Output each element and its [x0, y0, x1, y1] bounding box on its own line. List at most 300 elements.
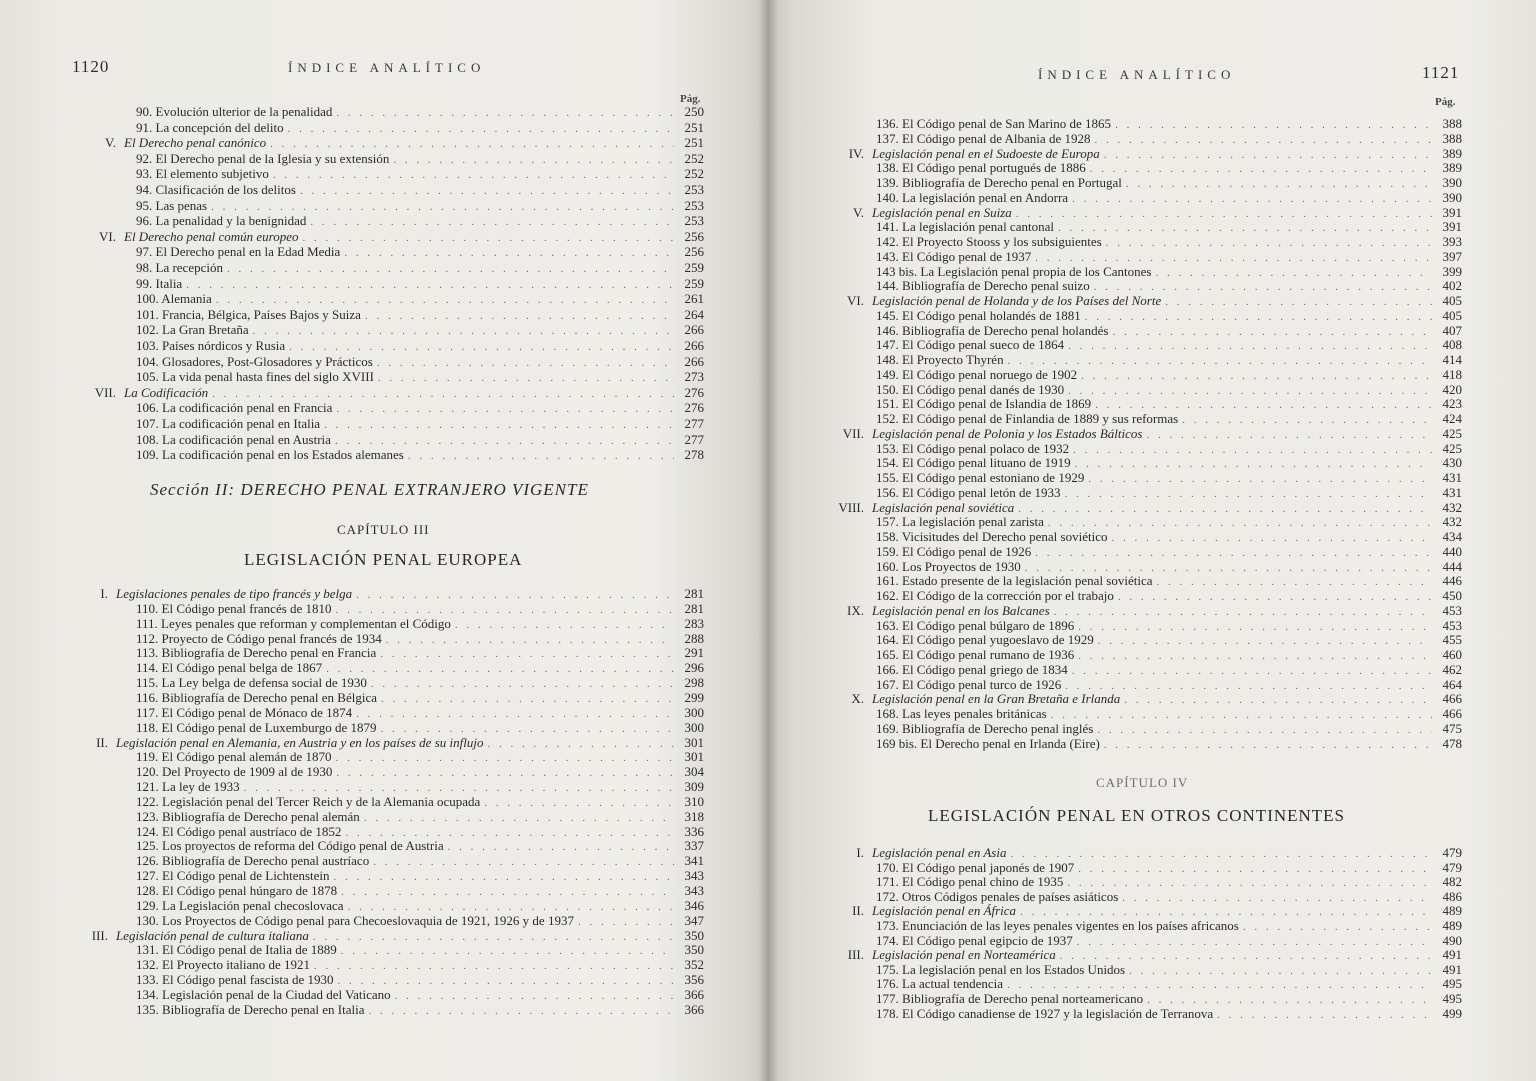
page-ref: 356: [684, 972, 704, 988]
toc-entry: [136, 883, 704, 898]
entry-title: 91. La concepción del delito: [136, 119, 284, 135]
entry-title: Legislación penal en Suiza: [872, 204, 1012, 220]
section-number: VI.: [99, 228, 116, 244]
toc-section-entry: [872, 603, 1462, 618]
page-ref: 253: [684, 197, 704, 213]
toc-entry: [876, 367, 1462, 382]
page-ref: 352: [684, 957, 704, 973]
toc-entry: [136, 198, 704, 213]
page-ref: 418: [1442, 366, 1462, 382]
toc-section-entry: [872, 845, 1462, 860]
section-number: V.: [853, 204, 864, 220]
chapter-label: CAPÍTULO IV: [1096, 775, 1189, 790]
entry-title: 172. Otros Códigos penales de países asiáticos: [876, 888, 1119, 904]
toc-section-entry: [124, 385, 704, 400]
entry-title: 117. El Código penal de Mónaco de 1874: [136, 704, 353, 720]
page-ref: 399: [1442, 263, 1462, 279]
toc-entry: [876, 308, 1462, 323]
page-ref: 281: [684, 600, 704, 616]
page-ref: 337: [684, 838, 704, 854]
entry-title: 141. La legislación penal cantonal: [876, 219, 1054, 235]
toc-section-entry: [116, 735, 704, 750]
chapter-title: LEGISLACIÓN PENAL EUROPEA: [244, 550, 523, 569]
entry-title: 143 bis. La Legislación penal propia de los Cantones: [876, 263, 1152, 279]
toc-entry: [136, 166, 704, 181]
toc-entry: [876, 559, 1462, 574]
toc-entry: [136, 244, 704, 259]
entry-title: 168. Las leyes penales británicas: [876, 706, 1047, 721]
toc-entry: [136, 104, 704, 119]
entry-title: 110. El Código penal francés de 1810: [136, 600, 332, 616]
entry-title: 149. El Código penal noruego de 1902: [876, 366, 1078, 382]
page-ref: 283: [684, 615, 704, 631]
entry-title: 165. El Código penal rumano de 1936: [876, 647, 1075, 662]
page-number: 1120: [72, 57, 110, 76]
entry-title: 132. El Proyecto italiano de 1921: [136, 957, 311, 973]
page-ref: 343: [684, 883, 704, 898]
toc-entry: [136, 322, 704, 337]
entry-title: 147. El Código penal sueco de 1864: [876, 337, 1065, 353]
page-ref: 252: [684, 166, 704, 182]
toc-entry: [136, 616, 704, 631]
page-ref: 288: [684, 630, 704, 646]
page-ref: 389: [1442, 145, 1462, 161]
toc-entry: [876, 1006, 1462, 1021]
page-ref: 276: [684, 384, 704, 400]
page-ref: 432: [1442, 514, 1462, 530]
toc-entry: [136, 213, 704, 228]
page-ref: 391: [1442, 219, 1462, 235]
entry-title: 161. Estado presente de la legislación penal soviética: [876, 573, 1153, 589]
page-ref: 486: [1442, 888, 1462, 904]
toc-section-entry: [872, 903, 1462, 918]
toc-entry: [136, 291, 704, 306]
entry-title: 166. El Código penal griego de 1834: [876, 661, 1068, 677]
toc-entry: [136, 720, 704, 735]
pag-label: Pág.: [680, 93, 701, 105]
toc-entry: [136, 601, 704, 616]
entry-title: 148. El Proyecto Thyrén: [876, 352, 1004, 367]
toc-entry: [876, 249, 1462, 264]
toc-entry: [876, 190, 1462, 205]
page-ref: 346: [684, 897, 704, 913]
page-ref: 350: [684, 927, 704, 943]
page-ref: 291: [684, 645, 704, 661]
chapter-title: LEGISLACIÓN PENAL EN OTROS CONTINENTES: [928, 806, 1346, 825]
entry-title: 133. El Código penal fascista de 1930: [136, 972, 334, 988]
toc-entry: [136, 853, 704, 868]
running-head: ÍNDICE ANALÍTICO: [1038, 67, 1236, 82]
page-ref: 350: [684, 942, 704, 958]
entry-title: 176. La actual tendencia: [876, 976, 1004, 992]
pag-label: Pág.: [1435, 96, 1456, 108]
toc-entry: [876, 721, 1462, 736]
entry-title: 167. El Código penal turco de 1926: [876, 676, 1062, 692]
toc-entry: [876, 396, 1462, 411]
entry-title: 114. El Código penal belga de 1867: [136, 660, 323, 676]
entry-title: 102. La Gran Bretaña: [136, 322, 249, 338]
entry-title: Legislación penal en Asia: [872, 845, 1007, 860]
running-head: ÍNDICE ANALÍTICO: [288, 60, 486, 75]
page-ref: 489: [1442, 903, 1462, 919]
section-number: II.: [96, 734, 108, 750]
chapter-label: CAPÍTULO III: [337, 522, 430, 537]
page-ref: 479: [1442, 845, 1462, 860]
entry-title: 170. El Código penal japonés de 1907: [876, 859, 1075, 875]
entry-title: 125. Los proyectos de reforma del Código penal de Austria: [136, 838, 444, 854]
toc-entry: [876, 889, 1462, 904]
entry-title: 136. El Código penal de San Marino de 1865: [876, 116, 1112, 131]
entry-title: Legislación penal en el Sudoeste de Europa: [872, 145, 1100, 161]
section-number: II.: [852, 903, 864, 919]
toc-entry: [876, 677, 1462, 692]
page-ref: 250: [684, 104, 704, 119]
page-ref: 495: [1442, 976, 1462, 992]
entry-title: 93. El elemento subjetivo: [136, 166, 269, 182]
toc-entry: [136, 182, 704, 197]
toc-entry: [136, 307, 704, 322]
page-ref: 455: [1442, 632, 1462, 648]
toc-entry: [876, 933, 1462, 948]
entry-title: 98. La recepción: [136, 260, 223, 275]
toc-entry: [136, 809, 704, 824]
entry-title: 173. Enunciación de las leyes penales vigentes en los países africanos: [876, 918, 1239, 933]
toc-entry: [136, 794, 704, 809]
toc-entry: [136, 824, 704, 839]
page-ref: 310: [684, 793, 704, 809]
entry-title: 101. Francia, Bélgica, Países Bajos y Suiza: [136, 306, 361, 322]
toc-entry: [876, 411, 1462, 426]
page-ref: 347: [684, 912, 704, 928]
page-ref: 491: [1442, 961, 1462, 977]
toc-entry: [136, 898, 704, 913]
page-ref: 390: [1442, 189, 1462, 205]
toc-entry: [136, 416, 704, 431]
page-ref: 388: [1442, 116, 1462, 131]
toc-entry: [876, 706, 1462, 721]
toc-entry: [136, 354, 704, 369]
page-ref: 296: [684, 660, 704, 676]
toc-entry: [876, 160, 1462, 175]
toc-entry: [876, 529, 1462, 544]
toc-entry: [876, 455, 1462, 470]
dot-leader: [1104, 738, 1432, 753]
section-number: III.: [847, 947, 864, 963]
page-ref: 277: [684, 431, 704, 447]
page-ref: 390: [1442, 175, 1462, 190]
entry-title: 135. Bibliografía de Derecho penal en Italia: [136, 1001, 365, 1017]
page-ref: 266: [684, 322, 704, 338]
entry-title: 150. El Código penal danés de 1930: [876, 381, 1065, 397]
toc-entry: [136, 957, 704, 972]
toc-entry: [876, 219, 1462, 234]
toc-entry: [876, 131, 1462, 146]
page-ref: 425: [1442, 440, 1462, 456]
entry-title: 90. Evolución ulterior de la penalidad: [136, 104, 333, 119]
page-ref: 391: [1442, 204, 1462, 220]
entry-title: 113. Bibliografía de Derecho penal en Francia: [136, 645, 377, 661]
toc-entry: [136, 120, 704, 135]
entry-title: 127. El Código penal de Lichtenstein: [136, 868, 330, 884]
entry-title: 157. La legislación penal zarista: [876, 514, 1044, 530]
toc-entry: [136, 400, 704, 415]
entry-title: 107. La codificación penal en Italia: [136, 416, 321, 431]
entry-title: 171. El Código penal chino de 1935: [876, 874, 1064, 890]
entry-title: 154. El Código penal lituano de 1919: [876, 455, 1071, 471]
toc-entry: [136, 987, 704, 1002]
page-ref: 431: [1442, 484, 1462, 500]
page-ref: 489: [1442, 918, 1462, 933]
toc-entry: [136, 276, 704, 291]
page-ref: 450: [1442, 588, 1462, 603]
entry-title: 146. Bibliografía de Derecho penal holandés: [876, 322, 1109, 338]
page-ref: 276: [684, 400, 704, 416]
entry-title: 153. El Código penal polaco de 1932: [876, 440, 1070, 456]
toc-entry: [136, 749, 704, 764]
page-ref: 432: [1442, 499, 1462, 515]
entry-title: 103. Países nórdicos y Rusia: [136, 338, 286, 353]
toc-section-entry: [116, 928, 704, 943]
toc-entry: [876, 618, 1462, 633]
entry-title: 162. El Código de la corrección por el trabajo: [876, 588, 1114, 603]
section-number: I.: [100, 586, 108, 601]
toc-entry: [136, 631, 704, 646]
page-ref: 482: [1442, 874, 1462, 890]
toc-entry: [136, 151, 704, 166]
entry-title: Legislación penal en los Balcanes: [872, 602, 1050, 618]
page-ref: 301: [684, 734, 704, 750]
entry-title: 112. Proyecto de Código penal francés de 1934: [136, 630, 382, 646]
page-ref: 462: [1442, 661, 1462, 677]
toc-entry: [876, 544, 1462, 559]
toc-entry: [876, 918, 1462, 933]
entry-title: 116. Bibliografía de Derecho penal en Bélgica: [136, 689, 378, 705]
entry-title: 143. El Código penal de 1937: [876, 248, 1032, 264]
entry-title: 111. Leyes penales que reforman y complementan el Código: [136, 615, 451, 631]
entry-title: 174. El Código penal egipcio de 1937: [876, 932, 1073, 948]
page-ref: 266: [684, 353, 704, 369]
page-ref: 251: [684, 119, 704, 135]
page-ref: 475: [1442, 720, 1462, 736]
entry-title: Legislación penal de cultura italiana: [116, 927, 309, 943]
page-ref: 341: [684, 853, 704, 869]
page-ref: 453: [1442, 602, 1462, 618]
page-ref: 366: [684, 986, 704, 1002]
page-ref: 444: [1442, 558, 1462, 574]
entry-title: 140. La legislación penal en Andorra: [876, 189, 1069, 205]
toc-entry: [136, 338, 704, 353]
toc-entry: [876, 337, 1462, 352]
toc-section-entry: [124, 229, 704, 244]
entry-title: 119. El Código penal alemán de 1870: [136, 749, 332, 765]
entry-title: 120. Del Proyecto de 1909 al de 1930: [136, 764, 333, 780]
page-ref: 388: [1442, 130, 1462, 146]
toc-section-entry: [116, 586, 704, 601]
toc-entry: [876, 962, 1462, 977]
toc-section-entry: [124, 135, 704, 150]
toc-entry: [876, 573, 1462, 588]
page-ref: 405: [1442, 293, 1462, 308]
toc-entry: [136, 838, 704, 853]
entry-title: 109. La codificación penal en los Estados alemanes: [136, 447, 404, 463]
entry-title: 128. El Código penal húngaro de 1878: [136, 883, 338, 898]
toc-entry: [876, 874, 1462, 889]
entry-title: 104. Glosadores, Post-Glosadores y Prácticos: [136, 353, 373, 369]
entry-title: 97. El Derecho penal en la Edad Media: [136, 244, 341, 260]
toc-section-entry: [872, 426, 1462, 441]
page-ref: 424: [1442, 411, 1462, 426]
toc-entry: [136, 690, 704, 705]
page-number: 1121: [1422, 63, 1460, 82]
toc-entry: [136, 868, 704, 883]
entry-title: 106. La codificación penal en Francia: [136, 400, 333, 416]
entry-title: 158. Vicisitudes del Derecho penal soviético: [876, 529, 1108, 544]
page-ref: 253: [684, 182, 704, 197]
page-ref: 266: [684, 338, 704, 353]
right-page: [768, 0, 1536, 1081]
page-ref: 299: [684, 689, 704, 705]
section-number: III.: [91, 927, 108, 943]
toc-section-entry: [872, 691, 1462, 706]
page-ref: 393: [1442, 234, 1462, 249]
entry-title: 137. El Código penal de Albania de 1928: [876, 130, 1091, 146]
section-number: VI.: [847, 293, 864, 308]
entry-title: 118. El Código penal de Luxemburgo de 1879: [136, 719, 377, 735]
section-number: VII.: [842, 425, 864, 441]
entry-title: 145. El Código penal holandés de 1881: [876, 307, 1081, 323]
toc-entry: [876, 662, 1462, 677]
toc-entry: [136, 913, 704, 928]
entry-title: Legislación penal en Alemania, en Austria y en los países de su influjo: [116, 734, 484, 750]
entry-title: 156. El Código penal letón de 1933: [876, 484, 1061, 500]
entry-title: 177. Bibliografía de Derecho penal norteamericano: [876, 991, 1144, 1006]
entry-title: Legislación penal de Polonia y los Estados Bálticos: [872, 425, 1143, 441]
entry-title: 115. La Ley belga de defensa social de 1930: [136, 675, 367, 691]
page-ref: 301: [684, 749, 704, 765]
page-ref: 430: [1442, 455, 1462, 471]
page-ref: 499: [1442, 1005, 1462, 1021]
page-ref: 460: [1442, 647, 1462, 662]
page-ref: 252: [684, 150, 704, 166]
page-ref: 464: [1442, 676, 1462, 692]
page-ref: 479: [1442, 859, 1462, 875]
entry-title: Legislación penal de Holanda y de los Países del Norte: [872, 293, 1162, 308]
entry-title: 139. Bibliografía de Derecho penal en Portugal: [876, 175, 1122, 190]
section-number: I.: [856, 845, 864, 860]
page-ref: 256: [684, 244, 704, 260]
entry-title: 96. La penalidad y la benignidad: [136, 213, 307, 229]
entry-title: 169 bis. El Derecho penal en Irlanda (Eire): [876, 735, 1100, 751]
toc-entry: [136, 1002, 704, 1017]
toc-entry: [876, 352, 1462, 367]
toc-entry: [876, 382, 1462, 397]
toc-section-entry: [872, 205, 1462, 220]
toc-entry: [876, 514, 1462, 529]
toc-entry: [136, 432, 704, 447]
page-ref: 431: [1442, 470, 1462, 485]
toc-entry: [876, 264, 1462, 279]
page-ref: 466: [1442, 706, 1462, 721]
section-number: VIII.: [838, 499, 864, 515]
entry-title: 100. Alemania: [136, 291, 212, 307]
page-ref: 261: [684, 291, 704, 307]
toc-entry: [136, 660, 704, 675]
toc-entry: [136, 764, 704, 779]
entry-title: 122. Legislación penal del Tercer Reich y de la Alemania ocupada: [136, 793, 481, 809]
toc-entry: [876, 647, 1462, 662]
page-ref: 389: [1442, 160, 1462, 176]
section-number: X.: [851, 691, 864, 707]
page-ref: 253: [684, 213, 704, 229]
entry-title: 175. La legislación penal en los Estados Unidos: [876, 961, 1126, 977]
page-ref: 264: [684, 306, 704, 322]
entry-title: 99. Italia: [136, 275, 183, 291]
toc-entry: [876, 588, 1462, 603]
entry-title: 92. El Derecho penal de la Iglesia y su extensión: [136, 150, 390, 166]
page-ref: 408: [1442, 337, 1462, 353]
toc-entry: [876, 632, 1462, 647]
toc-entry: [876, 470, 1462, 485]
entry-title: La Codificación: [124, 384, 209, 400]
toc-entry: [136, 260, 704, 275]
toc-entry: [136, 779, 704, 794]
toc-section-entry: [872, 500, 1462, 515]
toc-entry: [136, 705, 704, 720]
dot-leader: [408, 449, 674, 464]
page-ref: 466: [1442, 691, 1462, 707]
entry-title: 124. El Código penal austríaco de 1852: [136, 823, 342, 839]
toc-entry: [876, 991, 1462, 1006]
page-ref: 446: [1442, 573, 1462, 589]
page-ref: 298: [684, 675, 704, 691]
entry-title: El Derecho penal canónico: [124, 135, 267, 151]
entry-title: 131. El Código penal de Italia de 1889: [136, 942, 337, 958]
section-number: VII.: [94, 384, 116, 400]
entry-title: 159. El Código penal de 1926: [876, 543, 1032, 559]
toc-entry: [136, 942, 704, 957]
entry-title: 178. El Código canadiense de 1927 y la legislación de Terranova: [876, 1005, 1214, 1021]
entry-title: 163. El Código penal búlgaro de 1896: [876, 617, 1075, 633]
dot-leader: [369, 1004, 675, 1019]
entry-title: 126. Bibliografía de Derecho penal austríaco: [136, 853, 370, 869]
toc-entry: [876, 441, 1462, 456]
page-ref: 256: [684, 228, 704, 244]
toc-entry: [876, 323, 1462, 338]
page-ref: 251: [684, 135, 704, 151]
entry-title: 129. La Legislación penal checoslovaca: [136, 897, 344, 913]
entry-title: 130. Los Proyectos de Código penal para Checoeslovaquia de 1921, 1926 y de 1937: [136, 912, 574, 928]
toc-entry: [136, 447, 704, 462]
page-ref: 318: [684, 808, 704, 824]
page-ref: 407: [1442, 322, 1462, 338]
toc-entry: [876, 736, 1462, 751]
toc-entry: [876, 234, 1462, 249]
entry-title: 94. Clasificación de los delitos: [136, 182, 296, 197]
toc-entry: [136, 369, 704, 384]
section-number: V.: [105, 135, 116, 151]
page-ref: 402: [1442, 278, 1462, 294]
entry-title: 144. Bibliografía de Derecho penal suizo: [876, 278, 1090, 294]
toc-section-entry: [872, 146, 1462, 161]
entry-title: 142. El Proyecto Stooss y los subsiguientes: [876, 234, 1102, 249]
entry-title: 169. Bibliografía de Derecho penal inglés: [876, 720, 1094, 736]
page-ref: 414: [1442, 352, 1462, 367]
page-ref: 491: [1442, 947, 1462, 963]
entry-title: 134. Legislación penal de la Ciudad del Vaticano: [136, 986, 391, 1002]
page-ref: 300: [684, 719, 704, 735]
entry-title: 123. Bibliografía de Derecho penal alemán: [136, 808, 360, 824]
page-ref: 440: [1442, 543, 1462, 559]
